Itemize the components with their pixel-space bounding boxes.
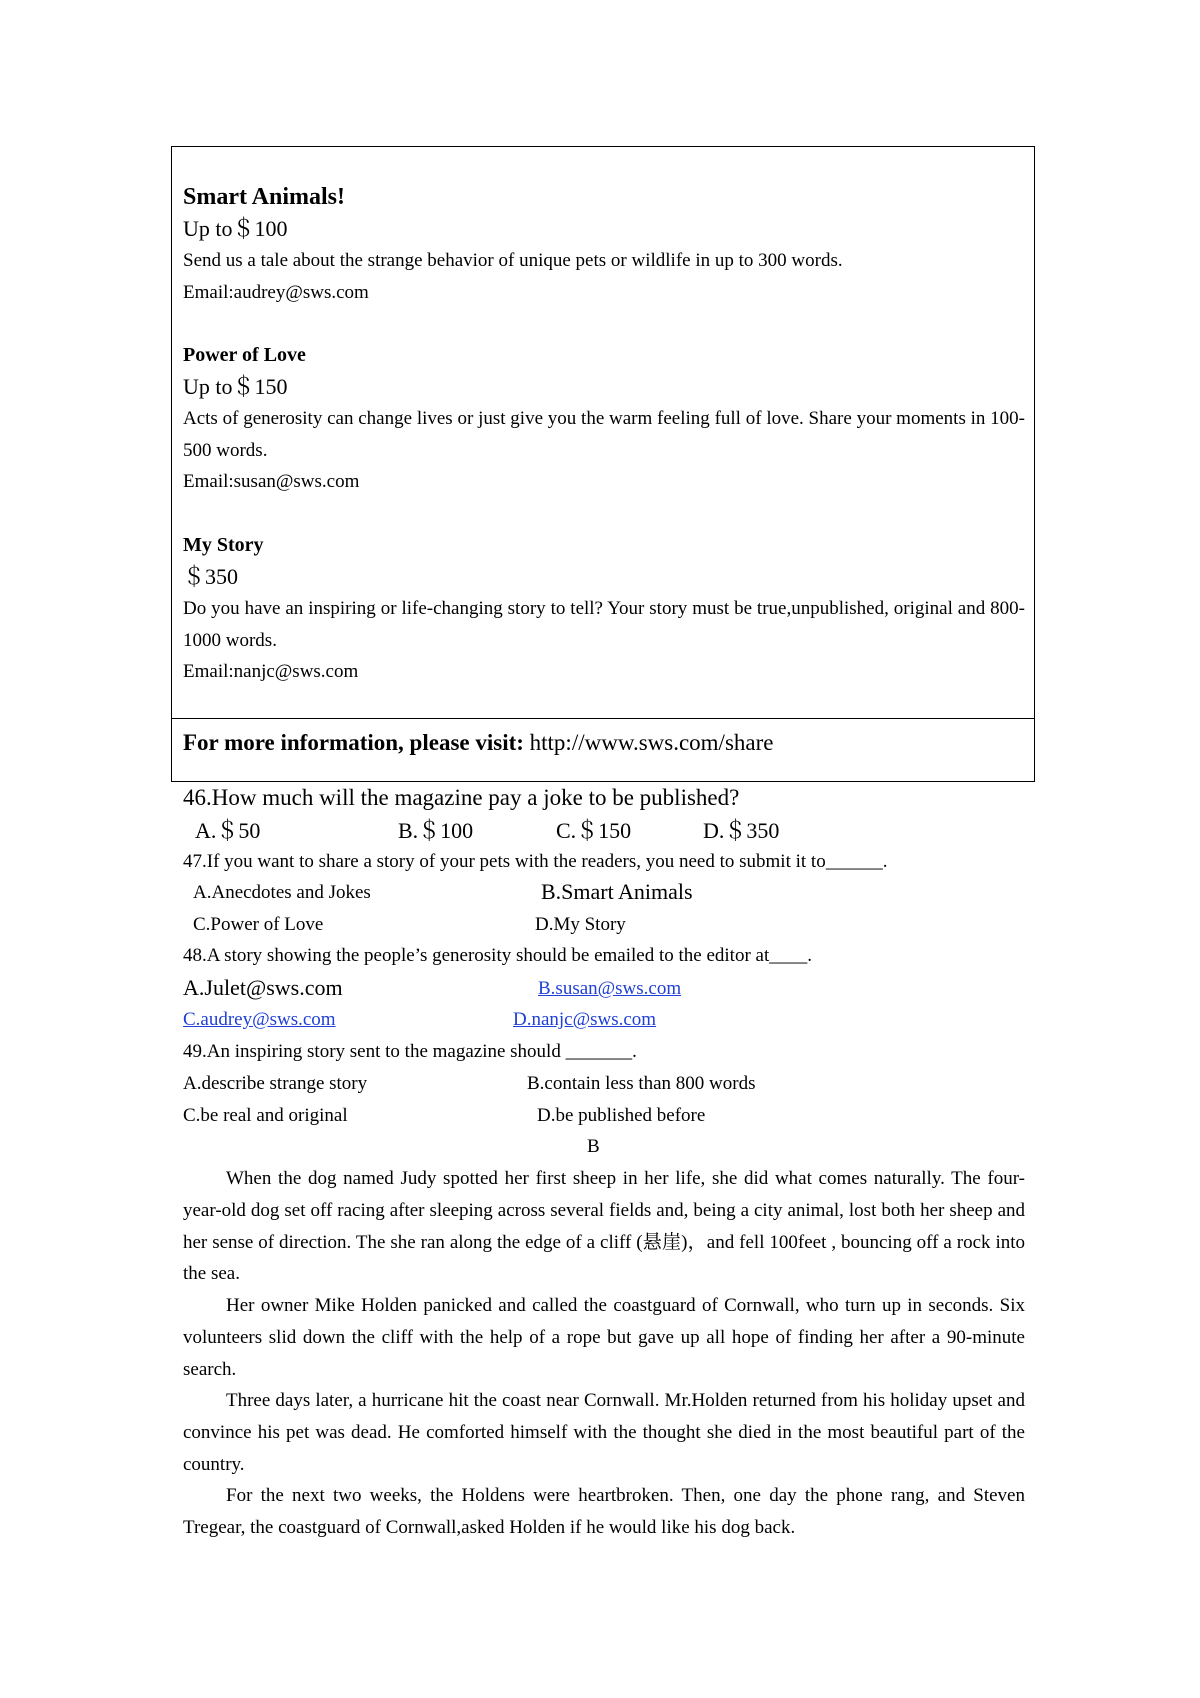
ad-title: Smart Animals! xyxy=(183,184,345,210)
ad-title: Power of Love xyxy=(183,344,306,366)
q49-option-a: A.describe strange story xyxy=(183,1073,368,1094)
question-49: 49.An inspiring story sent to the magazine should _______. xyxy=(183,1041,637,1062)
ad-power-of-love xyxy=(183,339,1025,498)
ad-email: Email:susan@sws.com xyxy=(183,471,360,493)
box-divider xyxy=(172,718,1034,719)
ad-email: Email:audrey@sws.com xyxy=(183,281,369,303)
more-info-url: http://www.sws.com/share xyxy=(523,730,774,755)
question-48: 48.A story showing the people’s generosity should be emailed to the editor at____. xyxy=(183,945,813,966)
ad-title: My Story xyxy=(183,534,264,556)
passage-paragraph-2: Her owner Mike Holden panicked and called the coastguard of Cornwall, who turn up in seconds. Six volunteers slid down the cliff with the help of a rope but gave up all hope of finding her after a 90-minute search. xyxy=(183,1295,1025,1380)
more-info-label: For more information, please visit: xyxy=(183,730,524,755)
ad-description: Do you have an inspiring or life-changing story to tell? Your story must be true,unpublished, original and 800-1000 words. xyxy=(183,598,1025,651)
q48-option-c-link[interactable]: C.audrey@sws.com xyxy=(183,1009,336,1030)
q49-option-c: C.be real and original xyxy=(183,1105,348,1126)
q46-option-c: C.＄150 xyxy=(556,818,632,843)
ad-my-story xyxy=(183,529,1025,688)
ad-description: Acts of generosity can change lives or just give you the warm feeling full of love. Share your moments in 100-500 words. xyxy=(183,408,1025,461)
q46-option-d: D.＄350 xyxy=(703,818,780,843)
ad-description: Send us a tale about the strange behavior of unique pets or wildlife in up to 300 words. xyxy=(183,250,843,271)
ad-prize: Up to＄150 xyxy=(183,374,288,399)
question-46: 46.How much will the magazine pay a joke to be published? xyxy=(183,785,740,810)
q48-option-d-link[interactable]: D.nanjc@sws.com xyxy=(513,1009,657,1030)
q47-option-a: A.Anecdotes and Jokes xyxy=(193,882,371,903)
q46-option-b: B.＄100 xyxy=(398,818,474,843)
passage-paragraph-1: When the dog named Judy spotted her first sheep in her life, she did what comes naturally. The four-year-old dog set off racing after sleeping across several fields and, being a city animal, lost both her sheep and her sense of direction. The she ran along the edge of a cliff (悬崖)，and fell 100feet , bouncing off a rock into the sea. xyxy=(183,1168,1025,1285)
q47-option-c: C.Power of Love xyxy=(193,914,324,935)
section-heading-b: B xyxy=(587,1136,600,1157)
ad-prize: Up to＄100 xyxy=(183,216,288,241)
q49-option-b: B.contain less than 800 words xyxy=(527,1073,756,1094)
q49-option-d: D.be published before xyxy=(537,1105,706,1126)
advertisement-box xyxy=(171,146,1035,782)
q47-option-d: D.My Story xyxy=(535,914,626,935)
ad-prize: ＄350 xyxy=(183,564,239,589)
ad-email: Email:nanjc@sws.com xyxy=(183,661,359,683)
passage-paragraph-3: Three days later, a hurricane hit the coast near Cornwall. Mr.Holden returned from his holiday upset and convince his pet was dead. He comforted himself with the thought she died in the most beautiful part of the country. xyxy=(183,1390,1025,1475)
q47-option-b: B.Smart Animals xyxy=(541,879,693,904)
passage-paragraph-4: For the next two weeks, the Holdens were heartbroken. Then, one day the phone rang, and Steven Tregear, the coastguard of Cornwall,asked Holden if he would like his dog back. xyxy=(183,1485,1025,1538)
question-47: 47.If you want to share a story of your pets with the readers, you need to submit it to______. xyxy=(183,851,888,872)
ad-smart-animals xyxy=(183,181,1025,308)
q46-option-a: A.＄50 xyxy=(195,818,261,843)
q48-option-b-link[interactable]: B.susan@sws.com xyxy=(538,978,682,999)
q48-option-a: A.Julet@sws.com xyxy=(183,975,343,1000)
more-info-line xyxy=(183,727,773,759)
